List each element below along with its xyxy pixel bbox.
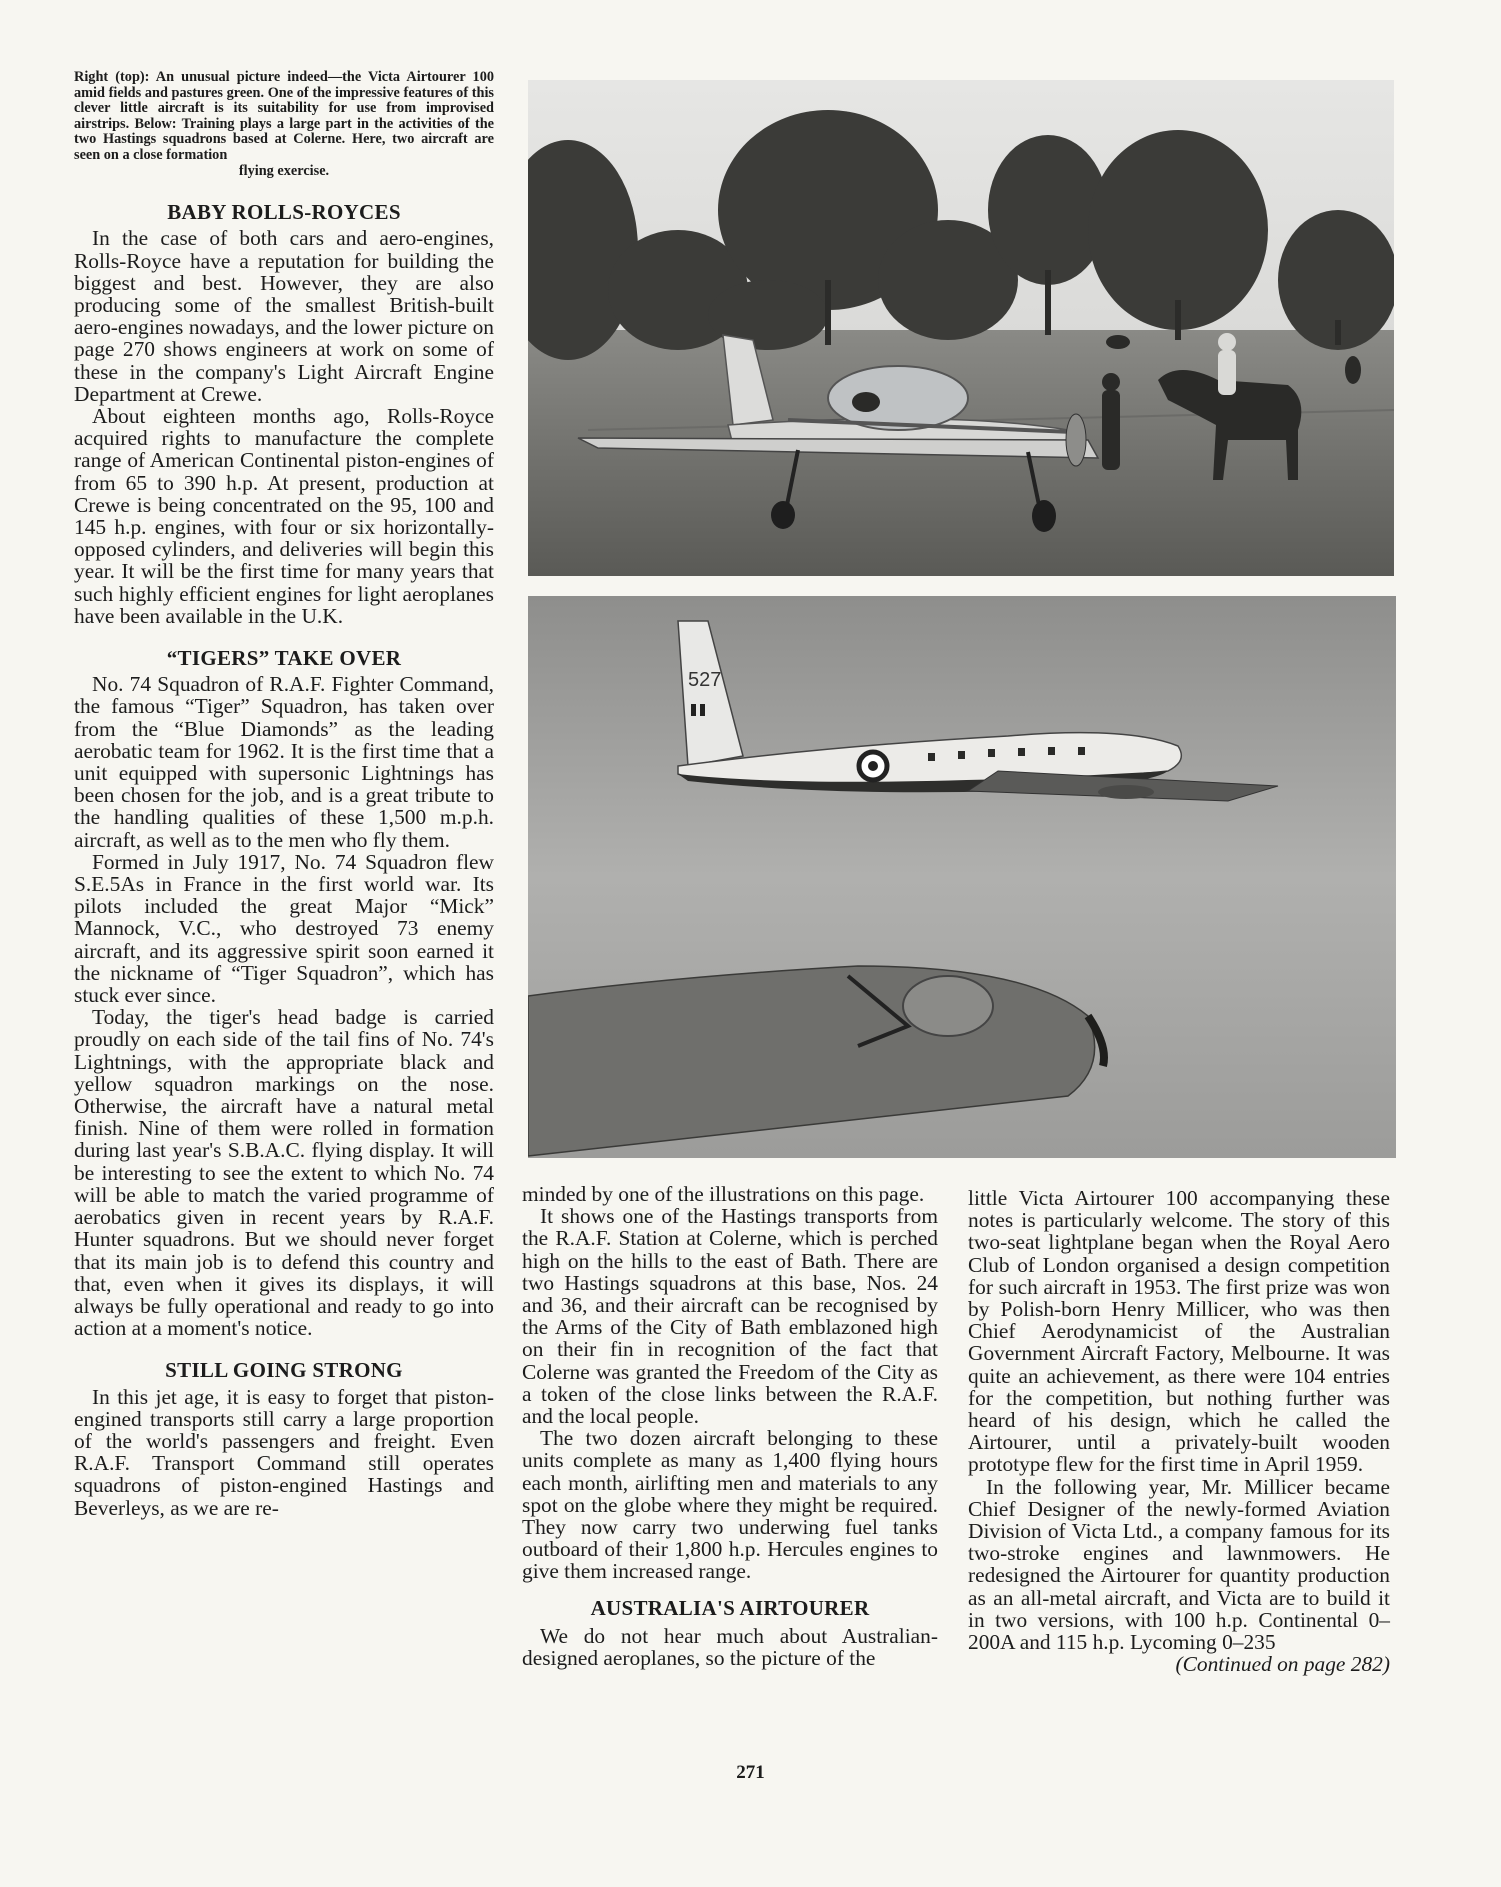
section-heading-tigers-take-over: “TIGERS” TAKE OVER	[166, 646, 402, 671]
caption-line: of the two Hastings squadrons based at Colerne.	[74, 115, 495, 148]
paragraph: We do not hear much about Australian-designed aeroplanes, so the picture of the	[522, 1623, 938, 1671]
caption-line: Airtourer 100 amid fields and pastures green. One	[74, 69, 494, 101]
paragraph: It shows one of the Hastings transports from the R.A.F. Station at Colerne, which is perched high on the hills to the east of Bath. There are two Hastings squadrons at this base, Nos. 24 and 36, and their aircraft can be recognised by the Arms of the City of Bath emblazoned high on their fin in recognition of the fact that Colerne was granted the Freedom of the City as a token of the close links between the R.A.F. and the local people.	[522, 1204, 938, 1429]
caption-line: Below: Training plays a large part in the activities	[134, 115, 453, 132]
photo-hastings-formation	[528, 596, 1396, 1158]
caption-line: Here, two aircraft are seen on a close formation	[74, 131, 494, 163]
paragraph: No. 74 Squadron of R.A.F. Fighter Command, the famous “Tiger” Squadron, has taken over from the “Blue Diamonds” as the leading aerobatic team for 1962. It is the first time that a unit equipped with supersonic Lightnings has been chosen for the job, and is a great tribute to the handling qualities of these 1,500 m.p.h. aircraft, as well as to the men who fly them.	[74, 672, 494, 852]
section-heading-still-going-strong: STILL GOING STRONG	[165, 1358, 403, 1383]
photo-victa-airtourer	[528, 80, 1394, 576]
paragraph: In this jet age, it is easy to forget that piston-engined transports still carry a large proportion of the world's passengers and freight. Even R.A.F. Transport Command still operates squadrons of piston-engined Hastings and Beverleys, as we are re-	[74, 1384, 494, 1520]
caption-line: flying exercise.	[238, 162, 330, 179]
section-heading-baby-rolls-royces: BABY ROLLS-ROYCES	[167, 200, 401, 225]
middle-column	[522, 1183, 938, 1669]
continued-note: (Continued on page 282)	[1175, 1652, 1390, 1677]
right-column	[968, 1187, 1390, 1675]
photo-caption	[74, 70, 494, 179]
paragraph: In the following year, Mr. Millicer became Chief Designer of the newly-formed Aviation Division of Victa Ltd., a company famous for its two-stroke engines and lawnmowers. He redesigned the Airtourer for quantity production as an all-metal aircraft, and Victa are to build it in two versions, with 100 h.p. Continental 0–200A and 115 h.p. Lycoming 0–235	[968, 1474, 1390, 1655]
paragraph: Today, the tiger's head badge is carried proudly on each side of the tail fins of No. 74's Lightnings, with the appropriate black and yellow squadron markings on the nose. Otherwise, the aircraft have a natural metal finish. Nine of them were rolled in formation during last year's S.B.A.C. flying display. It will be interesting to see the extent to which No. 74 will be able to match the varied programme of aerobatics given in recent years by R.A.F. Hunter squadrons. But we should never forget that its main job is to defend this country and that, even when it gives its displays, it will always be fully operational and ready to go into action at a moment's notice.	[74, 1005, 494, 1341]
paragraph: In the case of both cars and aero-engines, Rolls-Royce have a reputation for building the biggest and best. However, they are also producing some of the smallest British-built aero-engines nowadays, and the lower picture on page 270 shows engineers at work on some of these in the company's Light Aircraft Engine Department at Crewe.	[74, 226, 494, 406]
caption-line: is its suitability for use from improvised airstrips.	[74, 100, 495, 132]
section-heading-australias-airtourer: AUSTRALIA'S AIRTOURER	[590, 1595, 870, 1620]
tail-number: 527	[688, 669, 722, 691]
caption-line: of the impressive features of this clever little aircraft	[74, 84, 494, 117]
paragraph: Formed in July 1917, No. 74 Squadron flew S.E.5As in France in the first world war. Its pilots included the great Major “Mick” Mannock, V.C., who destroyed 73 enemy aircraft, and its aggressive spirit soon earned it the nickname of “Tiger Squadron”, which has stuck ever since.	[74, 849, 494, 1008]
caption-line: Right (top): An unusual picture indeed—the Victa	[74, 69, 401, 85]
paragraph: About eighteen months ago, Rolls-Royce acquired rights to manufacture the complete range of American Continental piston-engines of from 65 to 390 h.p. At present, production at Crewe is being concentrated on the 95, 100 and 145 h.p. engines, with four or six horizontally-opposed cylinders, and deliveries will begin this year. It will be the first time for many years that such highly efficient engines for light aeroplanes have been available in the U.K.	[74, 403, 494, 628]
paragraph: little Victa Airtourer 100 accompanying these notes is particularly welcome. The story of this two-seat lightplane began when the Royal Aero Club of London organised a design competition for such aircraft in 1953. The first prize was won by Polish-born Henry Millicer, who was then Chief Aerodynamicist of the Australian Government Aircraft Factory, Melbourne. It was quite an achievement, as there were 104 entries for the competition, but nothing further was heard of his design, which he called the Airtourer, until a privately-built wooden prototype flew for the first time in April 1959.	[968, 1186, 1390, 1477]
paragraph: The two dozen aircraft belonging to these units complete as many as 1,400 flying hours each month, airlifting men and materials to any spot on the globe where they might be required. They now carry two underwing fuel tanks outboard of their 1,800 h.p. Hercules engines to give them increased range.	[522, 1426, 938, 1584]
paragraph: minded by one of the illustrations on this page.	[522, 1182, 925, 1206]
left-column	[74, 70, 494, 1519]
page-number: 271	[736, 1762, 765, 1783]
